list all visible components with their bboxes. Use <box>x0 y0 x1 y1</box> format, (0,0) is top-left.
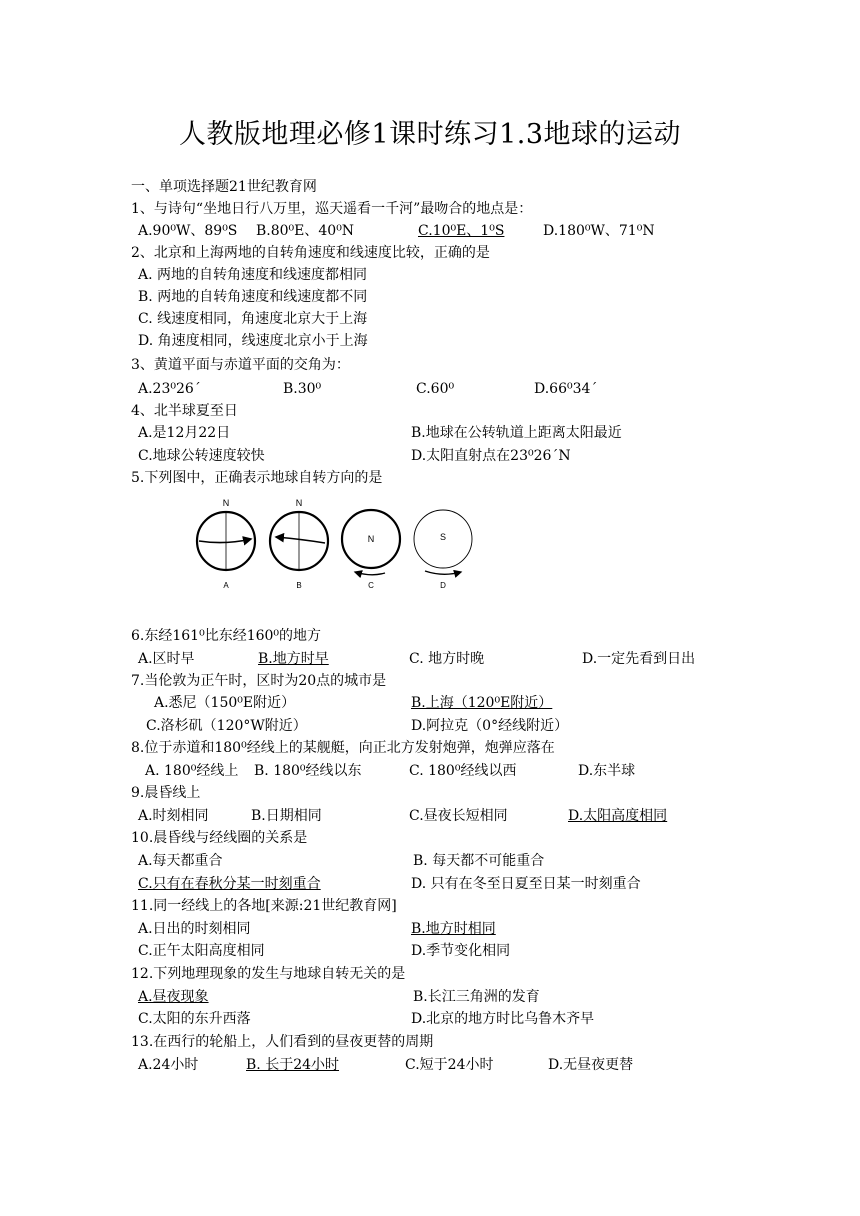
q4-option-a: A.是12月22日 <box>138 425 231 441</box>
q9-option-d: D.太阳高度相同 <box>568 808 668 824</box>
q1-option-c: C.10⁰E、1⁰S <box>418 223 505 239</box>
q4-option-d: D.太阳直射点在23⁰26ˊN <box>411 448 571 464</box>
q12-option-c: C.太阳的东升西落 <box>138 1011 251 1027</box>
q10-option-d: D. 只有在冬至日夏至日某一时刻重合 <box>411 876 641 892</box>
figure-c <box>342 510 400 590</box>
q8-option-d: D.东半球 <box>578 763 636 779</box>
q6-stem: 6.东经161⁰比东经160⁰的地方 <box>131 628 322 644</box>
q3-option-c: C.60⁰ <box>416 381 455 397</box>
q7-option-d: D.阿拉克（0°经线附近） <box>411 718 569 734</box>
q2-stem: 2、北京和上海两地的自转角速度和线速度比较，正确的是 <box>131 245 490 261</box>
figure-b-pole-label: N <box>295 498 303 508</box>
figure-c-pole-label: N <box>367 534 375 544</box>
q1-option-d: D.180⁰W、71⁰N <box>543 223 655 239</box>
q8-stem: 8.位于赤道和180⁰经线上的某舰艇，向正北方发射炮弹，炮弹应落在 <box>131 740 555 756</box>
q8-option-c: C. 180⁰经线以西 <box>409 763 517 779</box>
figure-b-label: B <box>296 581 302 590</box>
figure-b <box>270 498 328 590</box>
q10-option-c: C.只有在春秋分某一时刻重合 <box>138 876 321 892</box>
q2-option-c: C. 线速度相同，角速度北京大于上海 <box>138 311 368 327</box>
q6-option-b: B.地方时早 <box>258 651 329 667</box>
q7-option-a: A.悉尼（150⁰E附近） <box>154 695 296 711</box>
figure-d <box>414 510 472 590</box>
q3-option-b: B.30⁰ <box>283 381 322 397</box>
figure-d-pole-label: S <box>439 532 447 542</box>
earth-rotation-figure <box>185 493 485 593</box>
q11-option-c: C.正午太阳高度相同 <box>138 943 265 959</box>
q5-stem: 5.下列图中，正确表示地球自转方向的是 <box>131 470 383 486</box>
q13-stem: 13.在西行的轮船上，人们看到的昼夜更替的周期 <box>131 1034 434 1050</box>
figure-a-label: A <box>223 581 229 590</box>
figure-d-arrow <box>425 571 461 574</box>
q4-stem: 4、北半球夏至日 <box>131 403 238 419</box>
q13-option-c: C.短于24小时 <box>405 1057 494 1073</box>
q12-option-a: A.昼夜现象 <box>138 989 209 1005</box>
q3-option-a: A.23⁰26ˊ <box>138 381 201 397</box>
q10-option-a: A.每天都重合 <box>138 853 223 869</box>
q12-option-d: D.北京的地方时比乌鲁木齐早 <box>411 1011 595 1027</box>
q2-option-d: D. 角速度相同，线速度北京小于上海 <box>138 333 368 349</box>
q4-option-b: B.地球在公转轨道上距离太阳最近 <box>411 425 622 441</box>
q1-option-b: B.80⁰E、40⁰N <box>256 223 355 239</box>
q9-option-c: C.昼夜长短相同 <box>409 808 508 824</box>
q1-option-a: A.90⁰W、89⁰S <box>138 223 238 239</box>
q9-option-a: A.时刻相同 <box>138 808 209 824</box>
q11-option-a: A.日出的时刻相同 <box>138 921 251 937</box>
q10-option-b: B. 每天都不可能重合 <box>413 853 545 869</box>
q2-option-a: A. 两地的自转角速度和线速度都相同 <box>138 267 368 283</box>
q11-option-d: D.季节变化相同 <box>411 943 511 959</box>
q12-stem: 12.下列地理现象的发生与地球自转无关的是 <box>131 966 406 982</box>
q6-option-a: A.区时早 <box>138 651 195 667</box>
figure-a-pole-label: N <box>222 498 230 508</box>
q13-option-b: B. 长于24小时 <box>246 1057 340 1073</box>
q12-option-b: B.长江三角洲的发育 <box>413 989 540 1005</box>
q4-option-c: C.地球公转速度较快 <box>138 448 265 464</box>
figure-c-label: C <box>368 581 374 590</box>
q11-option-b: B.地方时相同 <box>411 921 496 937</box>
figure-a-arrow <box>199 539 251 543</box>
q2-option-b: B. 两地的自转角速度和线速度都不同 <box>138 289 368 305</box>
q7-option-c: C.洛杉矶（120°W附近） <box>146 718 307 734</box>
figure-d-label: D <box>440 581 446 590</box>
q13-option-d: D.无昼夜更替 <box>548 1057 634 1073</box>
figure-a <box>197 498 255 590</box>
q7-stem: 7.当伦敦为正午时，区时为20点的城市是 <box>131 673 387 689</box>
figure-c-arrow <box>355 572 385 575</box>
section-heading: 一、单项选择题21世纪教育网 <box>131 179 317 195</box>
q13-option-a: A.24小时 <box>138 1057 199 1073</box>
q3-option-d: D.66⁰34ˊ <box>534 381 598 397</box>
q3-stem: 3、黄道平面与赤道平面的交角为： <box>131 357 350 373</box>
q10-stem: 10.晨昏线与经线圈的关系是 <box>131 830 308 846</box>
q1-stem: 1、与诗句“坐地日行八万里，巡天遥看一千河”最吻合的地点是： <box>131 201 533 217</box>
page-title: 人教版地理必修1课时练习1.3地球的运动 <box>178 119 682 150</box>
q9-stem: 9.晨昏线上 <box>131 785 201 801</box>
q8-option-b: B. 180⁰经线以东 <box>254 763 362 779</box>
q11-stem: 11.同一经线上的各地[来源:21世纪教育网] <box>131 898 397 914</box>
q6-option-c: C. 地方时晚 <box>409 651 485 667</box>
figure-b-arrow <box>276 537 325 543</box>
q6-option-d: D.一定先看到日出 <box>582 651 696 667</box>
q9-option-b: B.日期相同 <box>251 808 322 824</box>
q8-option-a: A. 180⁰经线上 <box>145 763 239 779</box>
q7-option-b: B.上海（120⁰E附近） <box>411 695 553 711</box>
